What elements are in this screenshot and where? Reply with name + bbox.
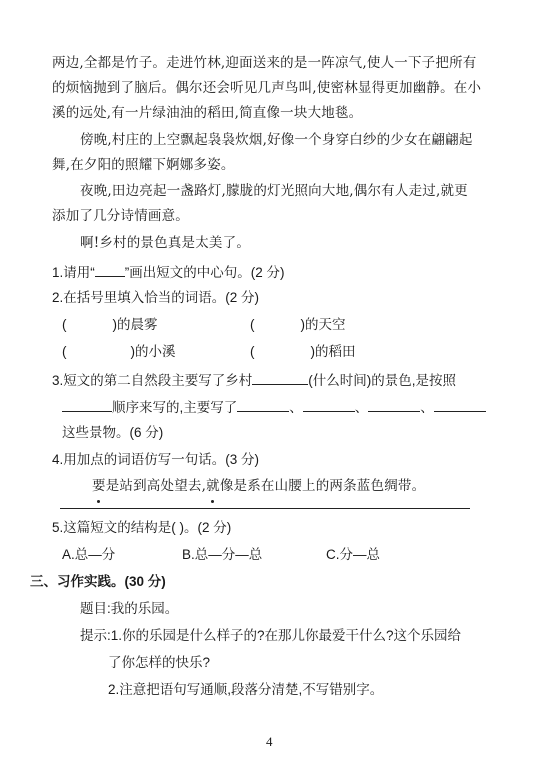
- q3-text-c: 顺序来写的,主要写了: [112, 400, 238, 415]
- section-heading: 三、习作实践。(30 分): [30, 574, 166, 589]
- paren-close-text: )的晨雾: [112, 317, 158, 332]
- q3-sep: 、: [420, 400, 434, 415]
- essay-hint-1: 提示:1.你的乐园是什么样子的?在那儿你最爱干什么?这个乐园给: [80, 628, 462, 643]
- q1-underline-sample: [95, 262, 125, 277]
- question-5: 5.这篇短文的结构是( )。(2 分): [52, 520, 232, 535]
- passage-line: 的烦恼抛到了脑后。偶尔还会听见几声鸟叫,使密林显得更加幽静。在小: [52, 80, 482, 96]
- answer-blank[interactable]: [252, 370, 308, 385]
- question-3-line1: [52, 370, 456, 390]
- sentence-text: 是站到高处望去,: [105, 478, 207, 494]
- passage-line: 溪的远处,有一片绿油油的稻田,简直像一块大地毯。: [52, 105, 363, 121]
- q2-item-d[interactable]: [250, 343, 356, 361]
- passage-line: 舞,在夕阳的照耀下婀娜多姿。: [52, 157, 235, 173]
- paren-close-text: )的稻田: [310, 344, 356, 359]
- answer-blank[interactable]: [434, 397, 486, 412]
- question-2: 2.在括号里填入恰当的词语。(2 分): [52, 290, 260, 305]
- answer-blank[interactable]: [62, 397, 112, 412]
- paren-close-text: )的天空: [300, 317, 346, 332]
- passage-line: 夜晚,田边亮起一盏路灯,朦胧的灯光照向大地,偶尔有人走过,就更: [80, 183, 468, 199]
- q5-option-a[interactable]: A.总—分: [62, 547, 116, 562]
- question-1: [52, 262, 285, 282]
- answer-line[interactable]: [60, 508, 470, 509]
- q3-text-b: (什么时间)的景色,是按照: [308, 373, 457, 388]
- q3-sep: 、: [289, 400, 303, 415]
- paren-open: (: [250, 317, 255, 332]
- paren-close-text: )的小溪: [130, 344, 176, 359]
- dotted-word: 要: [92, 478, 106, 494]
- passage-line: 添加了几分诗情画意。: [52, 208, 189, 224]
- paren-open: (: [62, 344, 67, 359]
- essay-hint-1-cont: 了你怎样的快乐?: [108, 655, 211, 670]
- essay-title: 题目:我的乐园。: [80, 601, 179, 616]
- sentence-text: 像是系在山腰上的两条蓝色绸带。: [219, 478, 426, 494]
- paren-open: (: [250, 344, 255, 359]
- question-3-line3: 这些景物。(6 分): [62, 425, 164, 440]
- passage-line: 傍晚,村庄的上空飘起袅袅炊烟,好像一个身穿白纱的少女在翩翩起: [80, 132, 473, 148]
- paren-open: (: [62, 317, 67, 332]
- q2-item-a[interactable]: [62, 316, 158, 334]
- dotted-word: 就: [206, 478, 220, 494]
- answer-blank[interactable]: [368, 397, 420, 412]
- q3-sep: 、: [354, 400, 369, 415]
- q5-option-c[interactable]: C.分—总: [326, 547, 380, 562]
- essay-hint-2: 2.注意把语句写通顺,段落分清楚,不写错别字。: [108, 682, 384, 697]
- passage-line: 两边,全都是竹子。走进竹林,迎面送来的是一阵凉气,使人一下子把所有: [52, 55, 477, 71]
- q5-option-b[interactable]: B.总—分—总: [182, 547, 263, 562]
- q4-example-sentence: [92, 477, 425, 495]
- q3-text-a: 3.短文的第二自然段主要写了乡村: [52, 373, 253, 388]
- question-4: 4.用加点的词语仿写一句话。(3 分): [52, 452, 260, 467]
- page-number: 4: [266, 734, 273, 749]
- q1-text-b: ”画出短文的中心句。(2 分): [124, 265, 285, 280]
- passage-line: 啊!乡村的景色真是太美了。: [80, 235, 251, 251]
- q1-text-a: 1.请用“: [52, 265, 95, 280]
- q2-item-b[interactable]: [250, 316, 346, 334]
- answer-blank[interactable]: [303, 397, 355, 412]
- question-3-line2: [62, 397, 486, 417]
- q2-item-c[interactable]: [62, 343, 176, 361]
- answer-blank[interactable]: [237, 397, 289, 412]
